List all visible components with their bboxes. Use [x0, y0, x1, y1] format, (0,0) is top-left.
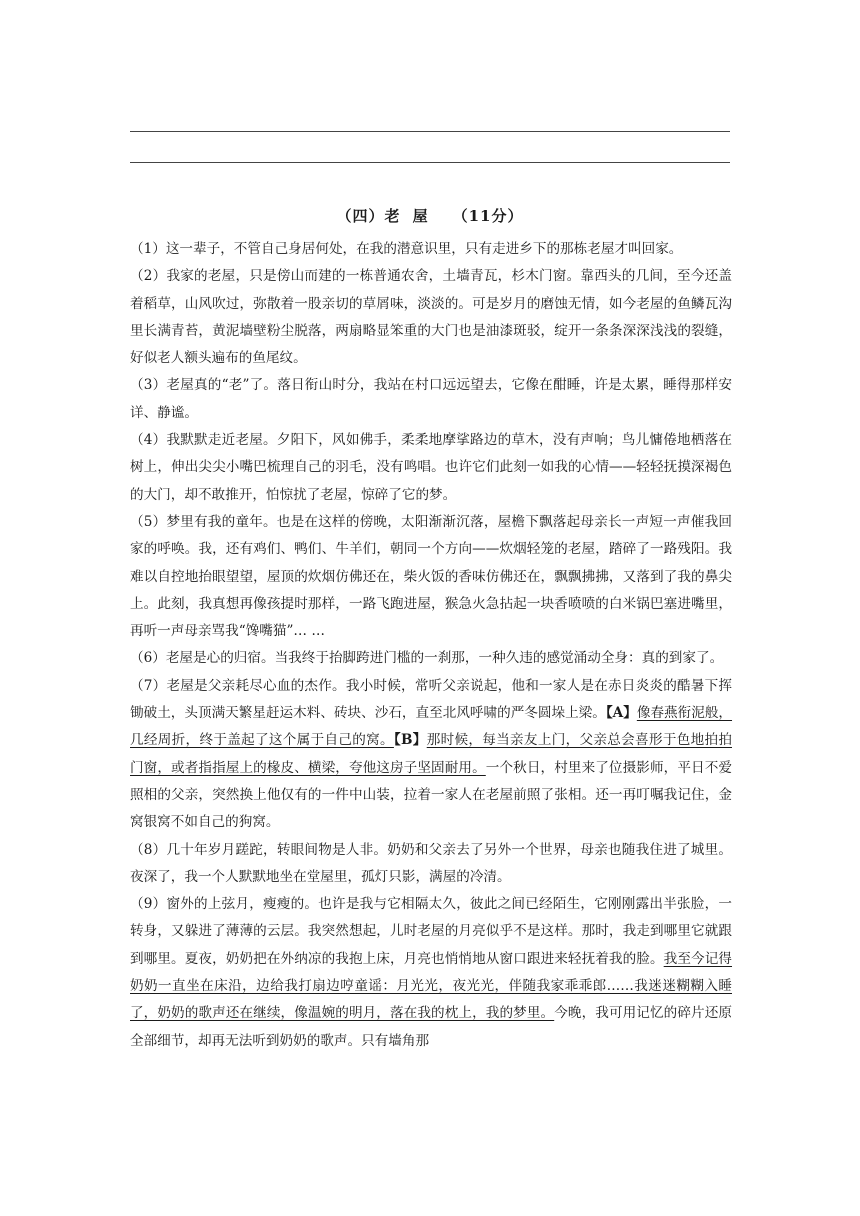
paragraph-7-text-start: （7）老屋是父亲耗尽心血的杰作。我小时候，常听父亲说起，他和一家人是在赤日炎炎的酷暑下挥锄破土，头顶满天繁星赶运木料、砖块、沙石，直至北风呼啸的严冬圆垛上梁。: [130, 677, 732, 722]
paragraph-9-text-end: 今晚，我可用记忆的碎片还原全部细节，却再无法听到奶奶的歌声。只有墙角那: [130, 1005, 733, 1049]
marker-b: 【B】: [393, 732, 427, 749]
paragraph-7-text-end: 一个秋日，村里来了位摄影师，平日不爱照相的父亲，突然换上他仅有的一件中山装，拉着一家人在老屋前照了张相。还一再叮嘱我记住，金窝银窝不如自己的狗窝。: [130, 759, 732, 831]
paragraph-8: （8）几十年岁月蹉跎，转眼间物是人非。奶奶和父亲去了另外一个世界，母亲也随我住进了城里。夜深了，我一个人默默地坐在堂屋里，孤灯只影，满屋的冷清。: [130, 841, 732, 885]
underlined-sentence-a: 像春燕衔泥般，几经周折，终于盖起了这个属于自己的窝。: [130, 705, 733, 749]
paragraph-1: （1）这一辈子，不管自己身居何处，在我的潜意识里，只有走进乡下的那栋老屋才叫回家。: [130, 241, 683, 257]
paragraph-3: （3）老屋真的“老”了。落日衔山时分，我站在村口远远望去，它像在酣睡，许是太累，睡得那样安详、静谧。: [130, 377, 732, 421]
title-section: （四）老: [336, 207, 401, 225]
paragraph-6: （6）老屋是心的归宿。当我终于抬脚跨进门槛的一刹那，一种久违的感觉涌动全身：真的到家了。: [130, 650, 724, 667]
title-word: 屋: [412, 207, 429, 225]
paragraph-9-text-start: （9）窗外的上弦月，瘦瘦的。也许是我与它相隔太久，彼此之间已经陌生，它刚刚露出半张脸，一转身，又躲进了薄薄的云层。我突然想起，儿时老屋的月亮似乎不是这样。那时，我走到哪里它就跟到哪里。夏夜，奶奶把在外纳凉的我抱上床，月亮也悄悄地从窗口跟进来轻抚着我的脸。: [130, 896, 732, 967]
article-body: [130, 236, 732, 1055]
answer-line-1: [130, 131, 730, 132]
title-score: （11分）: [452, 207, 524, 225]
paragraph-9: [130, 891, 732, 1055]
paragraph-5: （5）梦里有我的童年。也是在这样的傍晚，太阳渐渐沉落，屋檐下飘落起母亲长一声短一声催我回家的呼唤。我，还有鸡们、鸭们、牛羊们，朝同一个方向——炊烟轻笼的老屋，踏碎了一路残阳。我难以自控地抬眼望望，屋顶的炊烟仿佛还在，柴火饭的香味仿佛还在，飘飘拂拂，又落到了我的鼻尖上。此刻，我真想再像孩提时那样，一路飞跑进屋，猴急火急拈起一块香喷喷的白米锅巴塞进嘴里，再听一声母亲骂我“馋嘴猫”… …: [130, 513, 732, 640]
paragraph-7: [130, 673, 732, 837]
section-title: [0, 205, 860, 226]
answer-line-2: [130, 162, 730, 163]
underlined-sentence-b: 那时候，每当亲友上门，父亲总会喜形于色地拍拍门窗，或者指指屋上的椽皮、横梁，夸他这房子坚固耐用。: [130, 732, 732, 776]
underlined-sentence-lullaby: 我至今记得奶奶一直坐在床沿，边给我打扇边哼童谣：月光光，夜光光，伴随我家乖乖郎……我迷迷糊糊入睡了，奶奶的歌声还在继续，像温婉的明月，落在我的枕上，我的梦里。: [130, 950, 733, 1022]
paragraph-4: （4）我默默走近老屋。夕阳下，风如佛手，柔柔地摩挲路边的草木，没有声响；鸟儿慵倦地栖落在树上，伸出尖尖小嘴巴梳理自己的羽毛，没有鸣唱。也许它们此刻一如我的心情——轻轻抚摸深褐色的大门，却不敢推开，怕惊扰了老屋，惊碎了它的梦。: [130, 432, 732, 503]
marker-a: 【A】: [605, 705, 637, 722]
paragraph-2: （2）我家的老屋，只是傍山而建的一栋普通农舍，土墙青瓦，杉木门窗。靠西头的几间，至今还盖着稻草，山风吹过，弥散着一股亲切的草屑味，淡淡的。可是岁月的磨蚀无情，如今老屋的鱼鳞瓦沟里长满青苔，黄泥墙壁粉尘脱落，两扇略显笨重的大门也是油漆斑驳，绽开一条条深深浅浅的裂缝，好似老人额头遍布的鱼尾纹。: [130, 268, 732, 367]
